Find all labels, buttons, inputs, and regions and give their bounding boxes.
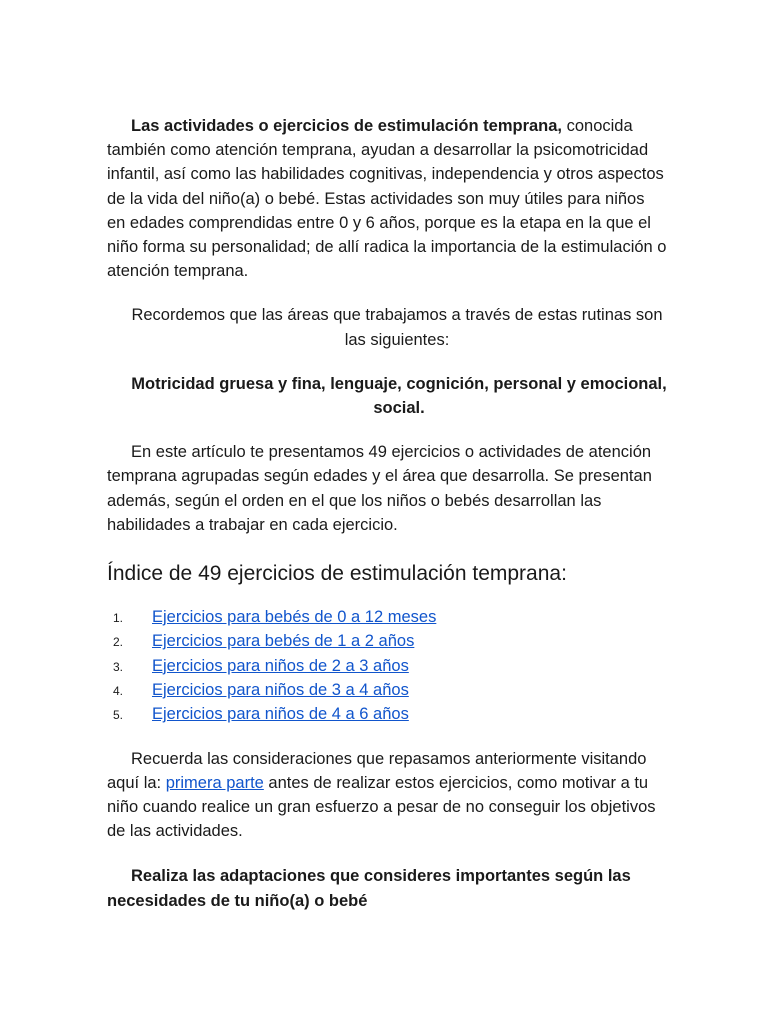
primera-parte-link[interactable]: primera parte <box>165 773 264 792</box>
index-link-2-3-anos[interactable]: Ejercicios para niños de 2 a 3 años <box>152 656 409 675</box>
index-item-4 <box>107 678 667 702</box>
articulo-paragraph: En este artículo te presentamos 49 ejercicios o actividades de atención temprana agrupadas según edades y el área que desarrolla. Se presentan además, según el orden en el que los niños o bebés desarrollan las habilidades a trabajar en cada ejercicio. <box>107 443 652 534</box>
intro-text: conocida también como atención temprana, ayudan a desarrollar la psicomotricidad infantil, así como las habilidades cognitivas, independencia y otros aspectos de la vida del niño(a) o bebé. Estas actividades son muy útiles para niños en edades comprendidas entre 0 y 6 años, porque es la etapa en la que el niño forma su personalidad; de allí radica la importancia de la estimulación o atención temprana. <box>107 117 667 281</box>
intro-paragraph <box>107 114 667 283</box>
index-link-4-6-anos[interactable]: Ejercicios para niños de 4 a 6 años <box>152 705 409 724</box>
recordemos-paragraph: Recordemos que las áreas que trabajamos a través de estas rutinas son las siguientes: <box>131 306 663 349</box>
index-number: 4. <box>113 683 124 698</box>
index-number: 5. <box>113 708 124 723</box>
index-number: 1. <box>113 611 124 626</box>
recuerda-text-after: antes de realizar estos ejercicios, como motivar a tu niño cuando realice un gran esfuerzo a pesar de no conseguir los objetivos de las actividades. <box>107 773 656 841</box>
index-number: 2. <box>113 635 124 650</box>
document-page <box>107 114 667 913</box>
recuerda-paragraph <box>107 747 667 844</box>
realiza-paragraph: Realiza las adaptaciones que consideres importantes según las necesidades de tu niño(a) o bebé <box>107 867 631 910</box>
index-item-2 <box>107 629 667 653</box>
index-link-0-12-meses[interactable]: Ejercicios para bebés de 0 a 12 meses <box>152 608 437 627</box>
index-list <box>107 605 667 726</box>
intro-bold-lead: Las actividades o ejercicios de estimulación temprana, <box>131 117 563 135</box>
index-link-1-2-anos[interactable]: Ejercicios para bebés de 1 a 2 años <box>152 632 415 651</box>
index-item-1 <box>107 605 667 629</box>
areas-paragraph: Motricidad gruesa y fina, lenguaje, cognición, personal y emocional, social. <box>131 374 667 418</box>
index-heading: Índice de 49 ejercicios de estimulación temprana: <box>107 562 567 586</box>
index-link-3-4-anos[interactable]: Ejercicios para niños de 3 a 4 años <box>152 680 409 699</box>
index-number: 3. <box>113 659 124 674</box>
index-item-5 <box>107 702 667 726</box>
index-item-3 <box>107 654 667 678</box>
recuerda-text-before: Recuerda las consideraciones que repasamos anteriormente visitando aquí la: <box>107 749 647 792</box>
